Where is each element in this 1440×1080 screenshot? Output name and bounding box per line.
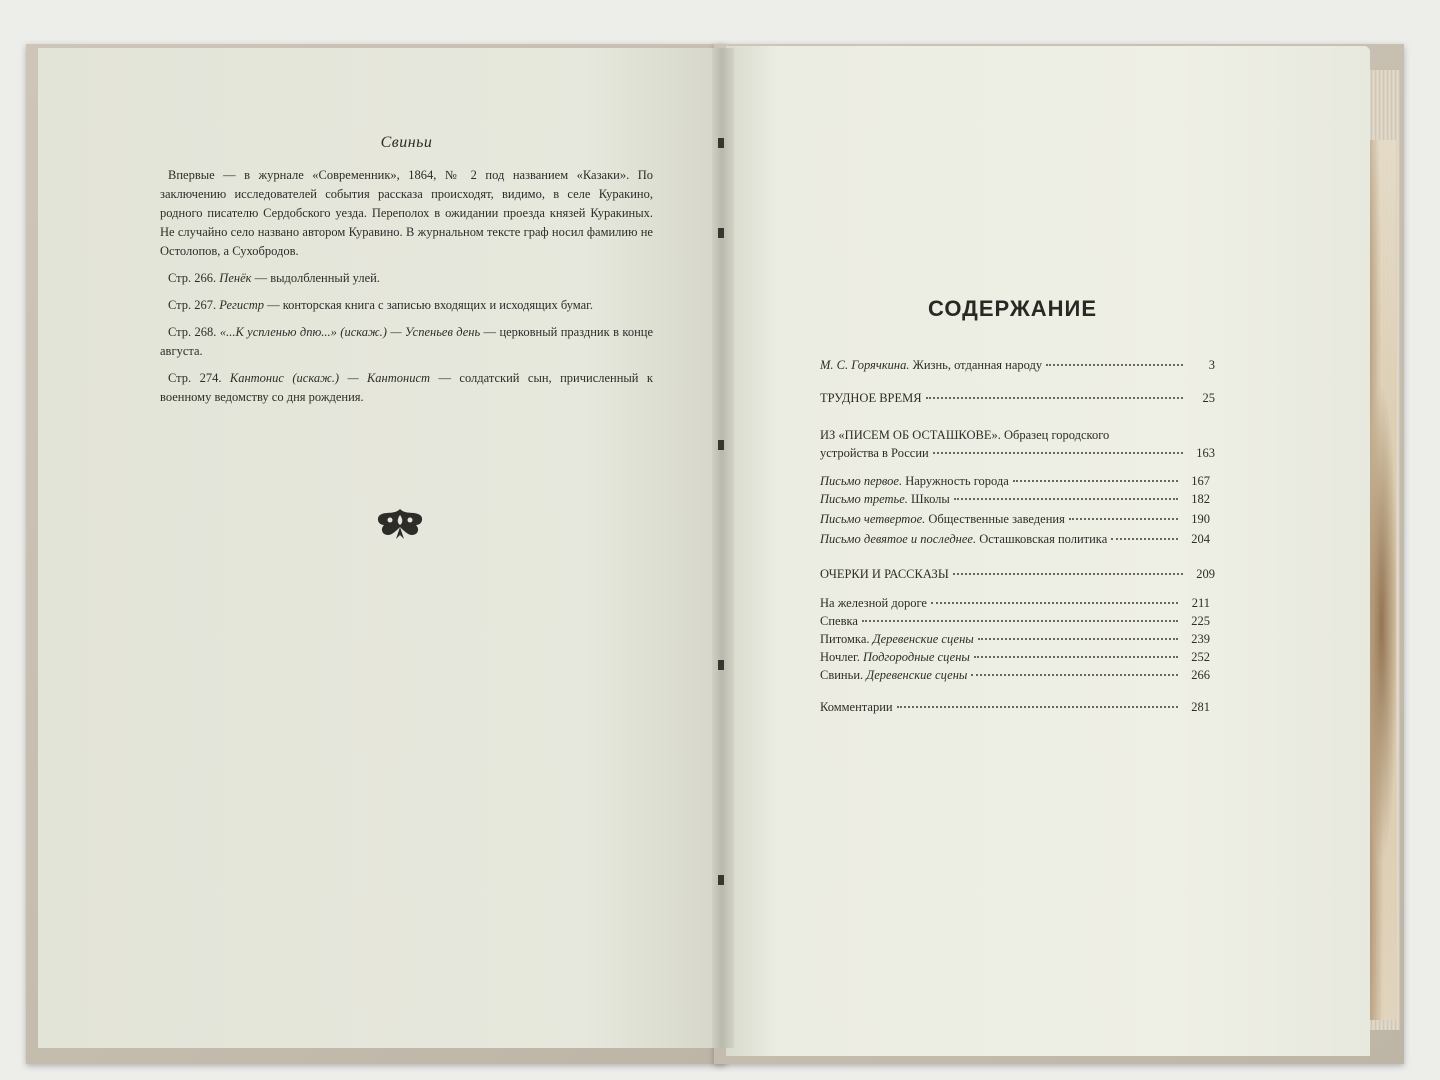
toc-entry-part2-line1	[820, 428, 1215, 443]
leader-dots	[1013, 474, 1178, 482]
toc-label: устройства в России	[820, 446, 929, 460]
toc-label: ТРУДНОЕ ВРЕМЯ	[820, 391, 922, 405]
toc-page-number: 209	[1196, 567, 1215, 581]
leader-dots	[926, 391, 1183, 399]
book-gutter	[712, 48, 734, 1048]
commentary-paragraph: Впервые — в журнале «Современник», 1864, № 2 под названием «Казаки». По заключению исследователей события рассказа происходят, видимо, в селе Куракино, родного писателю Сердобского уезда. Переполох в ожидании проезда князей Куракиных. Не случайно село названо автором Куравино. В журнальном тексте граф носил фамилию не Остолопов, а Сухобродов.	[160, 168, 653, 258]
note-text: — церковный праздник в конце августа.	[160, 325, 653, 358]
note-term: «...К успленью дпю...» (искаж.) — Успеньев день	[219, 325, 481, 339]
right-page	[726, 46, 1370, 1056]
toc-letter-name: Письмо четвертое.	[820, 512, 926, 526]
toc-subtitle: Деревенские сцены	[863, 668, 968, 682]
toc-page-number: 25	[1202, 391, 1215, 405]
binding-stitch	[718, 138, 724, 148]
toc-page-number: 163	[1196, 446, 1215, 460]
toc-entry-story	[820, 614, 1210, 629]
toc-entry-story	[820, 596, 1210, 611]
page-title: СОДЕРЖАНИЕ	[928, 296, 1098, 321]
floral-ornament-icon	[372, 505, 428, 541]
toc-label	[820, 596, 927, 611]
leader-dots	[897, 700, 1178, 708]
toc-title-text: Ночлег.	[820, 650, 860, 664]
toc-entry-letter	[820, 492, 1210, 507]
toc-label: ОЧЕРКИ И РАССКАЗЫ	[820, 567, 949, 581]
toc-letter-name: Письмо девятое и последнее.	[820, 532, 977, 546]
toc-entry-story	[820, 650, 1210, 665]
toc-entry-letter	[820, 474, 1210, 489]
toc-page-number: 266	[1191, 668, 1210, 682]
toc-label	[820, 532, 1107, 547]
leader-dots	[978, 632, 1178, 640]
toc-page-number: 3	[1208, 358, 1215, 372]
toc-subtitle: Подгородные сцены	[859, 650, 970, 664]
toc-letter-name: Письмо третье.	[820, 492, 908, 506]
toc-page-number: 281	[1191, 700, 1210, 714]
toc-page-number: 204	[1191, 532, 1210, 546]
toc-label: ИЗ «ПИСЕМ ОБ ОСТАШКОВЕ». Образец городского	[820, 428, 1110, 442]
note-item	[160, 269, 653, 288]
toc-title-text: Наружность города	[902, 474, 1009, 488]
toc-entry-story	[820, 668, 1210, 683]
toc-entry-part2	[820, 446, 1215, 461]
toc-letter-name: Письмо первое.	[820, 474, 903, 488]
leader-dots	[1111, 532, 1178, 540]
toc-page-number: 211	[1191, 596, 1210, 610]
binding-stitch	[718, 875, 724, 885]
toc-title-text: Свиньи.	[820, 668, 864, 682]
toc-label	[820, 474, 1009, 489]
leader-dots	[954, 492, 1178, 500]
toc-label	[820, 614, 858, 629]
toc-label	[820, 512, 1065, 527]
note-text: — солдатский сын, причисленный к военному ведомству со дня рождения.	[160, 371, 653, 404]
toc-title-text: На железной дороге	[820, 596, 927, 610]
toc-title-text: Школы	[907, 492, 950, 506]
toc-label	[820, 668, 967, 683]
toc-entry-intro	[820, 358, 1215, 373]
toc-page-number: 167	[1191, 474, 1210, 488]
leader-dots	[933, 446, 1183, 454]
note-term: Регистр	[219, 298, 264, 312]
toc-title-text: Спевка	[820, 614, 858, 628]
leader-dots	[1046, 358, 1183, 366]
toc-page-number: 225	[1191, 614, 1210, 628]
toc-label	[820, 358, 1042, 373]
leader-dots	[862, 614, 1178, 622]
leader-dots	[971, 668, 1178, 676]
toc-entry-part3	[820, 567, 1215, 582]
toc-page-number: 252	[1191, 650, 1210, 664]
toc-title-text: Осташковская политика	[976, 532, 1108, 546]
toc-entry-letter	[820, 532, 1210, 547]
note-ref: Стр. 267.	[168, 298, 217, 312]
toc-label: Комментарии	[820, 700, 893, 714]
note-ref: Стр. 266.	[168, 271, 217, 285]
toc-label	[820, 492, 950, 507]
toc-entry-comments	[820, 700, 1210, 715]
leader-dots	[931, 596, 1178, 604]
note-ref: Стр. 274.	[168, 371, 222, 385]
toc-title-text: Питомка.	[820, 632, 870, 646]
leader-dots	[953, 567, 1183, 575]
note-term: Кантонис (искаж.) — Кантонист	[229, 371, 431, 385]
toc-entry-letter	[820, 512, 1210, 527]
toc-page-number: 239	[1191, 632, 1210, 646]
note-text: — конторская книга с записью входящих и исходящих бумаг.	[263, 298, 594, 312]
note-text: — выдолбленный улей.	[251, 271, 380, 285]
leader-dots	[1069, 512, 1178, 520]
toc-label	[820, 650, 970, 665]
toc-author: М. С. Горячкина.	[820, 358, 910, 372]
note-item	[160, 323, 653, 361]
toc-entry-story	[820, 632, 1210, 647]
binding-stitch	[718, 660, 724, 670]
toc-title-text: Жизнь, отданная народу	[909, 358, 1043, 372]
toc-subtitle: Деревенские сцены	[869, 632, 974, 646]
toc-page-number: 182	[1191, 492, 1210, 506]
binding-stitch	[718, 440, 724, 450]
commentary-block	[160, 134, 653, 415]
note-term: Пенёк	[219, 271, 252, 285]
toc-label	[820, 632, 974, 647]
note-item	[160, 296, 653, 315]
leader-dots	[974, 650, 1178, 658]
section-title: Свиньи	[380, 134, 433, 151]
toc-page-number: 190	[1191, 512, 1210, 526]
note-item	[160, 369, 653, 407]
note-ref: Стр. 268.	[168, 325, 217, 339]
toc-title-text: Общественные заведения	[925, 512, 1065, 526]
binding-stitch	[718, 228, 724, 238]
toc-entry-part1	[820, 391, 1215, 406]
